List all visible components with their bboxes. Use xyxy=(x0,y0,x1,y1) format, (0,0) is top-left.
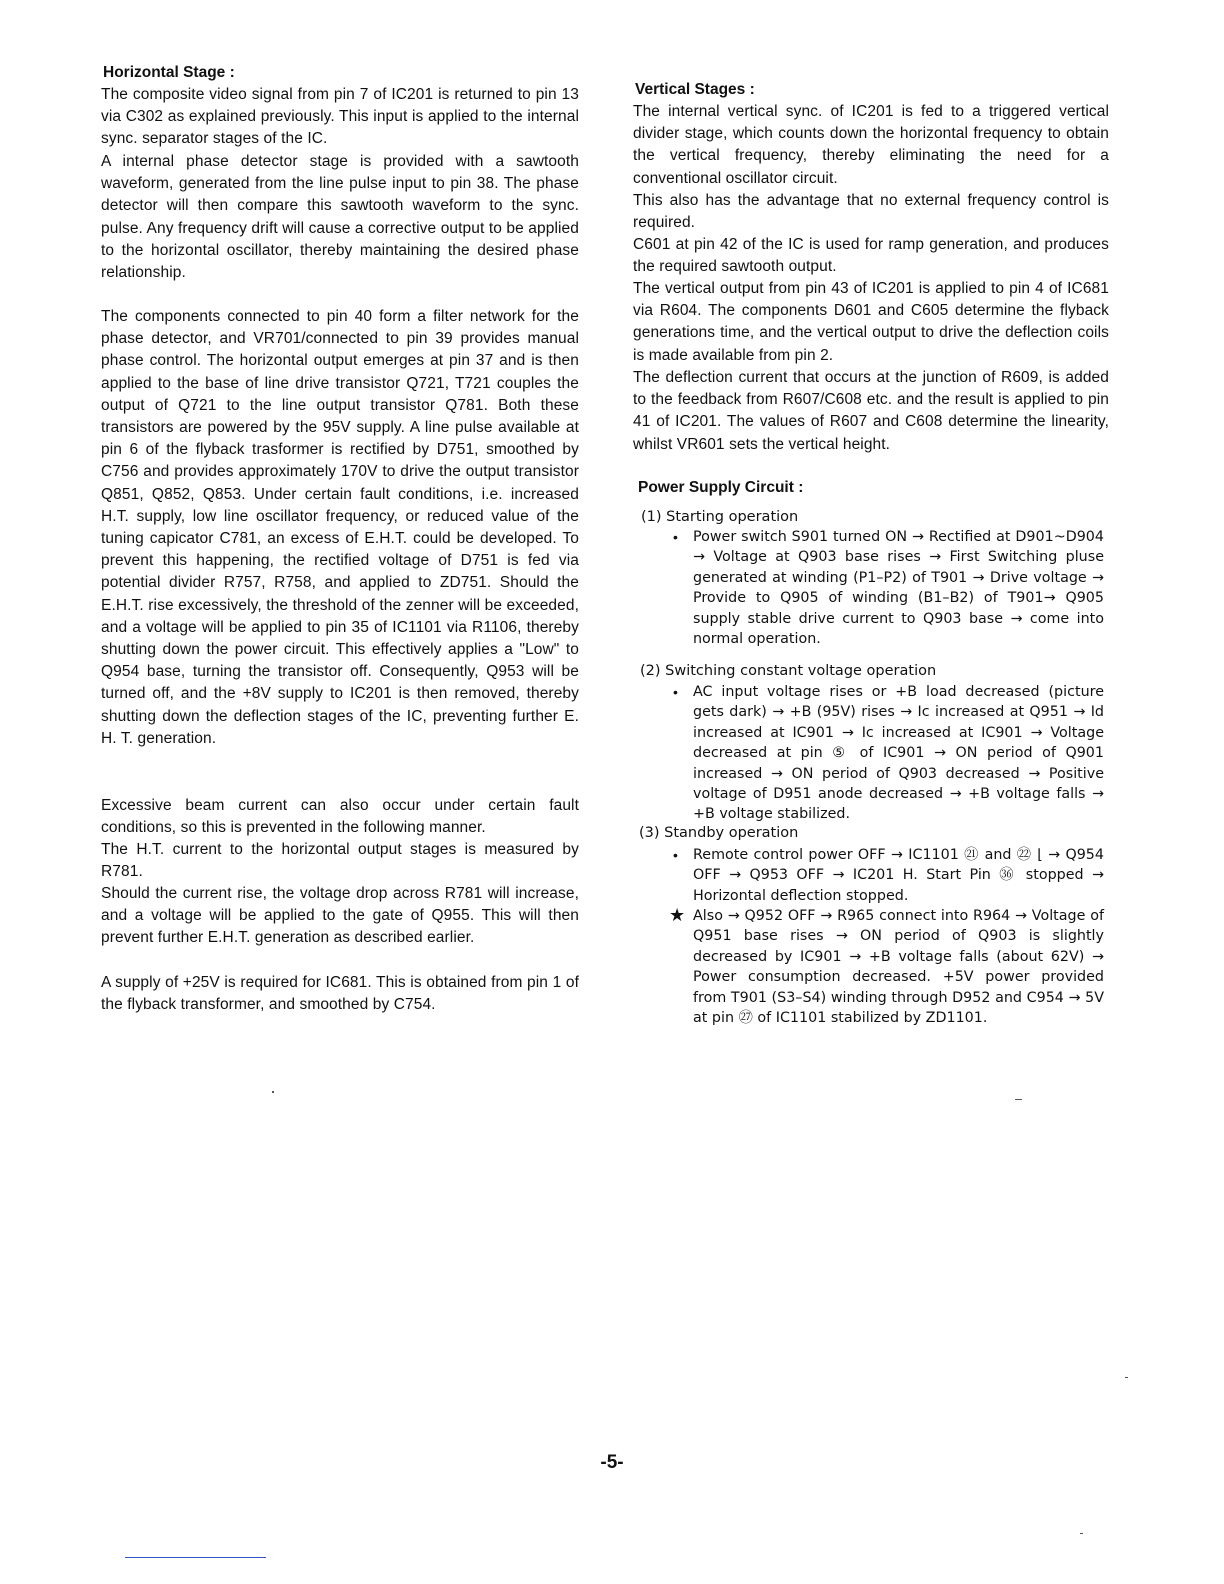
vertical-para-5: The deflection current that occurs at the junction of R609, is added to the feedback from R607/C608 etc. and the result is applied to pin 41 of IC201. The values of R607 and C608 determine the linearity, whilst VR601 sets the vertical height. xyxy=(633,369,1109,453)
bullet-icon: • xyxy=(673,847,678,863)
horizontal-para-3: The components connected to pin 40 form a filter network for the phase detector, and VR701/connected to pin 39 provides manual phase control. The horizontal output emerges at pin 37 and is then applied to the base of line drive transistor Q721, T721 couples the output of Q721 to the line output transistor Q781. Both these transistors are powered by the 95V supply. A line pulse available at pin 6 of the flyback trasformer is rectified by D751, smoothed by C756 and provides approximately 170V to drive the output transistor Q851, Q852, Q853. Under certain fault conditions, i.e. increased H.T. supply, low line oscillator frequency, or reduced value of the tuning capicator C781, an excess of E.H.T. could be developed. To prevent this happening, the rectified voltage of D751 is fed via potential divider R757, R758, and applied to ZD751. Should the E.H.T. rise excessively, the threshold of the zenner will be exceeded, and a voltage will be applied to pin 35 of IC1101 via R1106, thereby shutting down the power circuit. This effectively applies a "Low" to Q954 base, turning the transistor off. Consequently, Q953 will be turned off, and the +8V supply to IC201 is then removed, thereby shutting down the deflection stages of the IC, preventing further E. H. T. generation. xyxy=(101,308,579,747)
scan-speck xyxy=(1080,1533,1083,1534)
starting-operation-text: Power switch S901 turned ON → Rectified at D901~D904 → Voltage at Q903 base rises → First Switching pluse generated at winding (P1–P2) of T901 → Drive voltage → Provide to Q905 of winding (B1–B2) of T901→ Q905 supply stable drive current to Q903 base → come into normal operation. xyxy=(693,529,1104,648)
horizontal-para-6: Should the current rise, the voltage drop across R781 will increase, and a voltage will be applied to the gate of Q955. This will then prevent further E.H.T. generation as described earlier. xyxy=(101,885,579,947)
bullet-icon: • xyxy=(673,529,678,545)
horizontal-para-2: A internal phase detector stage is provided with a sawtooth waveform, generated from the line pulse input to pin 38. The phase detector will then compare this sawtooth waveform to the sync. pulse. Any frequency drift will cause a corrective output to be applied to the horizontal oscillator, thereby maintaining the desired phase relationship. xyxy=(101,153,579,282)
footer-rule xyxy=(125,1557,266,1558)
starting-operation-label: (1) Starting operation xyxy=(641,509,799,525)
horizontal-para-1: The composite video signal from pin 7 of IC201 is returned to pin 13 via C302 as explained previously. This input is applied to the internal sync. separator stages of the IC. xyxy=(101,86,579,148)
vertical-para-2: This also has the advantage that no external frequency control is required. xyxy=(633,192,1109,232)
standby-operation-text: Remote control power OFF → IC1101 ㉑ and ㉒ ⌊ → Q954 OFF → Q953 OFF → IC201 H. Start Pin ㊱ stopped → Horizontal deflection stopped. xyxy=(693,847,1104,904)
star-icon: ★ xyxy=(669,905,686,925)
horizontal-stage-heading: Horizontal Stage : xyxy=(103,64,235,81)
page-number: -5- xyxy=(600,1452,624,1473)
switching-operation-text: AC input voltage rises or +B load decreased (picture gets dark) → +B (95V) rises → Ic increased at Q951 → Id increased at IC901 → Ic increased at IC901 → Voltage decreased at pin ⑤ of IC901 → ON period of Q901 increased → ON period of Q903 decreased → Positive voltage of D951 anode decreased → +B voltage falls → +B voltage stabilized. xyxy=(693,684,1104,823)
vertical-para-1: The internal vertical sync. of IC201 is fed to a triggered vertical divider stage, which counts down the horizontal frequency to obtain the vertical frequency, thereby eliminating the need for a conventional oscillator circuit. xyxy=(633,103,1109,187)
standby-operation-label: (3) Standby operation xyxy=(639,825,799,841)
vertical-para-3: C601 at pin 42 of the IC is used for ramp generation, and produces the required sawtooth output. xyxy=(633,236,1109,276)
bullet-icon: • xyxy=(673,684,678,700)
horizontal-para-7: A supply of +25V is required for IC681. This is obtained from pin 1 of the flyback transformer, and smoothed by C754. xyxy=(101,974,579,1014)
vertical-para-4: The vertical output from pin 43 of IC201 is applied to pin 4 of IC681 via R604. The components D601 and C605 determine the flyback generations time, and the vertical output to drive the deflection coils is made available from pin 2. xyxy=(633,280,1109,364)
power-supply-heading: Power Supply Circuit : xyxy=(638,479,804,496)
scan-speck xyxy=(1015,1099,1022,1100)
horizontal-para-4: Excessive beam current can also occur under certain fault conditions, so this is prevented in the following manner. xyxy=(101,797,579,837)
scan-speck xyxy=(1125,1377,1128,1378)
horizontal-para-5: The H.T. current to the horizontal output stages is measured by R781. xyxy=(101,841,579,881)
standby-star-text: Also → Q952 OFF → R965 connect into R964 → Voltage of Q951 base rises → ON period of Q903 is slightly decreased by IC901 → +B voltage falls (about 62V) → Power consumption decreased. +5V power provided from T901 (S3–S4) winding through D952 and C954 → 5V at pin ㉗ of IC1101 stabilized by ZD1101. xyxy=(693,908,1104,1027)
vertical-stages-heading: Vertical Stages : xyxy=(635,81,755,98)
switching-operation-label: (2) Switching constant voltage operation xyxy=(640,663,937,679)
scan-speck xyxy=(272,1091,274,1093)
